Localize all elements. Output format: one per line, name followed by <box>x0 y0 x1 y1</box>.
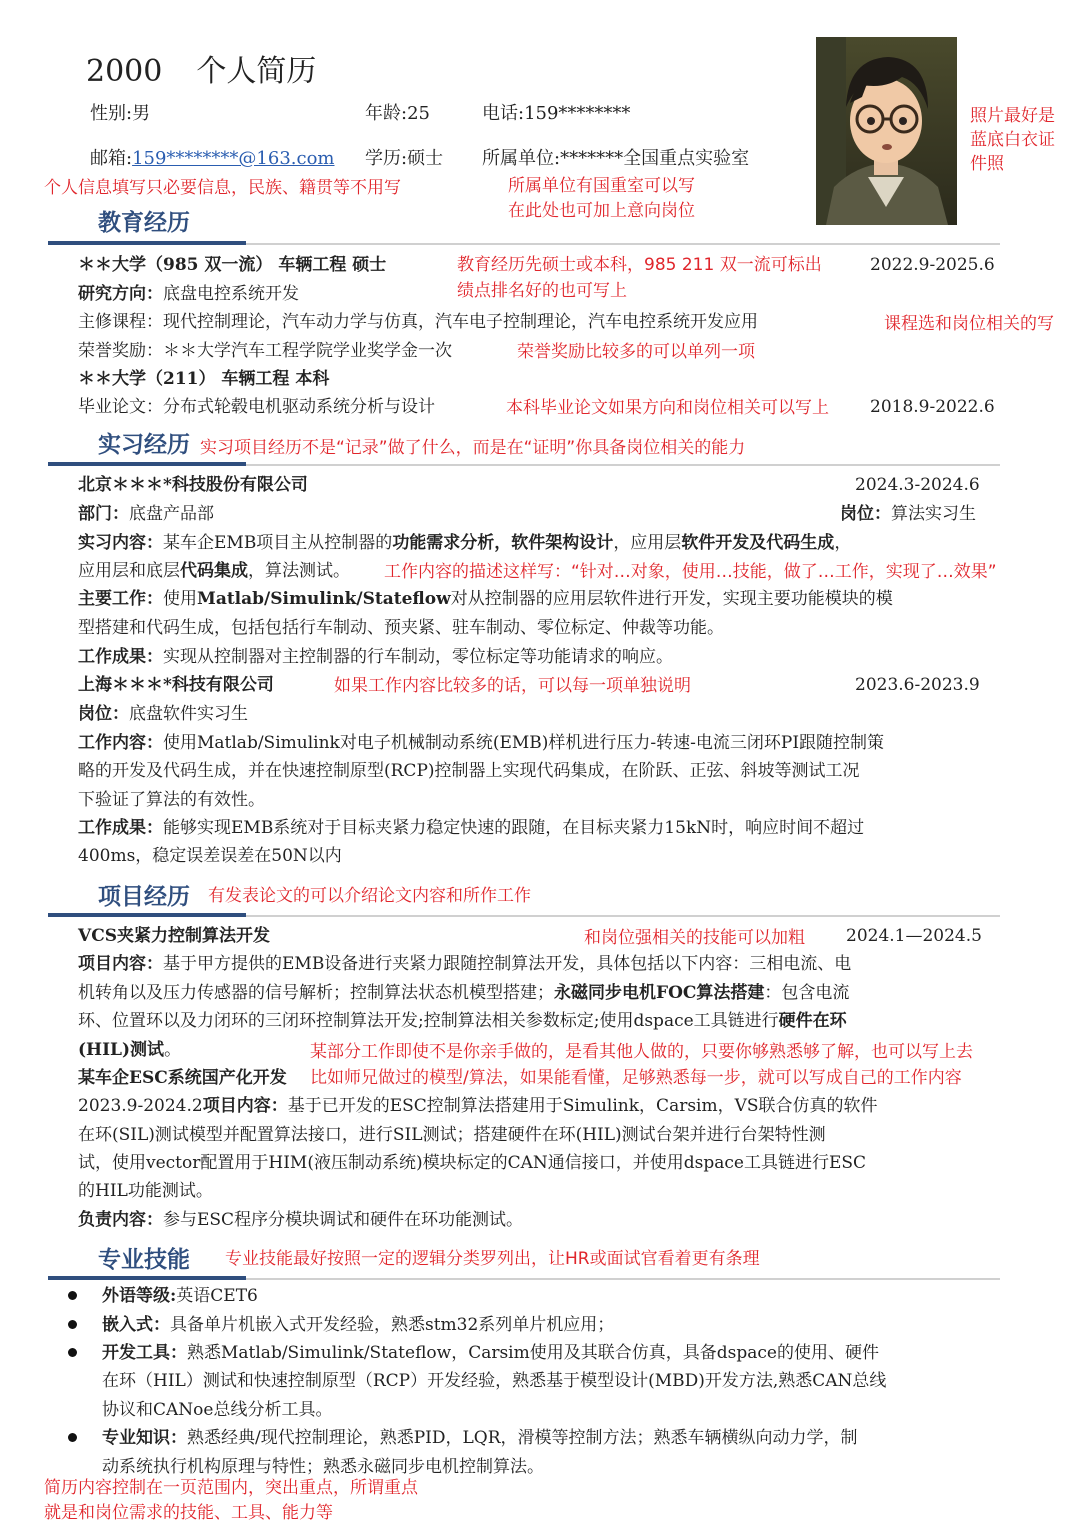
skill-label: 开发工具： <box>102 1343 187 1363</box>
avatar-illustration <box>816 37 957 225</box>
bold-annotation: 和岗位强相关的技能可以加粗 <box>584 928 805 948</box>
honors: 荣誉奖励：＊＊大学汽车工程学院学业奖学金一次 <box>78 341 452 361</box>
department <box>78 500 214 528</box>
photo-annotation: 照片最好是 蓝底白衣证 件照 <box>970 106 1055 174</box>
own-annotation-1: 某部分工作即使不是你亲手做的，是看其他人做的，只要你够熟悉够了解，也可以写上去 <box>310 1042 973 1062</box>
post2-value: 底盘软件实习生 <box>129 704 248 724</box>
info-annotation: 个人信息填写只必要信息，民族、籍贯等不用写 <box>44 178 401 198</box>
result-label: 工作成果： <box>78 647 163 667</box>
email-field <box>90 145 335 173</box>
research-value: 底盘电控系统开发 <box>163 284 299 304</box>
own-annotation-2: 比如师兄做过的模型/算法，如果能看懂，足够熟悉每一步，就可以写成自己的工作内容 <box>310 1068 962 1088</box>
main-work-line2: 型搭建和代码生成，包括包括行车制动、预夹紧、驻车制动、零位标定、仲裁等功能。 <box>78 618 724 638</box>
resume-title <box>86 52 316 92</box>
degree-field: 学历:硕士 <box>365 148 444 169</box>
position2 <box>78 700 248 728</box>
position <box>840 500 976 528</box>
skill-value: 具备单片机嵌入式开发经验，熟悉stm32系列单片机应用； <box>170 1315 615 1335</box>
p1-line3 <box>78 1007 847 1035</box>
section-title-skills: 专业技能 <box>98 1247 190 1273</box>
thesis: 毕业论文：分布式轮毂电机驱动系统分析与设计 <box>78 397 435 417</box>
content-text: 某车企EMB项目主从控制器的 <box>163 533 393 553</box>
skill-label: 外语等级: <box>102 1286 177 1306</box>
master-school: ＊＊大学（985 双一流） 车辆工程 硕士 <box>78 255 387 275</box>
skill-tools-line1 <box>102 1339 879 1367</box>
result-value: 实现从控制器对主控制器的行车制动，零位标定等功能请求的响应。 <box>163 647 673 667</box>
p2-line3: 试，使用vector配置用于HIM(液压制动系统)模块标定的CAN通信接口，并使用dspace工具链进行ESC <box>78 1153 867 1173</box>
p1-line4 <box>78 1036 181 1064</box>
result2-label: 工作成果： <box>78 818 163 838</box>
title-year: 2000 <box>86 54 163 89</box>
p1-line1 <box>78 950 851 978</box>
p1-line2 <box>78 979 849 1007</box>
org-field: 所属单位:*******全国重点实验室 <box>482 148 750 169</box>
skill-knowledge-line1 <box>102 1424 858 1452</box>
skill-embedded <box>102 1311 614 1339</box>
skill-tools-line3: 协议和CANoe总线分析工具。 <box>102 1400 333 1420</box>
p2-line2: 在环(SIL)测试模型并配置算法接口，进行SIL测试；搭建硬件在环(HIL)测试台架并进行台架特性测 <box>78 1125 826 1145</box>
result1 <box>78 643 673 671</box>
org-annotation: 所属单位有国重室可以写 在此处也可加上意向岗位 <box>508 176 695 221</box>
section-divider-accent <box>48 913 246 917</box>
dept-label: 部门： <box>78 504 129 524</box>
research-direction <box>78 280 299 308</box>
dept-value: 底盘产品部 <box>129 504 214 524</box>
content-bold: 功能需求分析，软件架构设计 <box>392 533 614 553</box>
email-label: 邮箱: <box>90 148 133 169</box>
p1-text: 机转角以及压力传感器的信号解析；控制算法状态机模型搭建； <box>78 983 554 1003</box>
master-date: 2022.9-2025.6 <box>870 255 995 275</box>
section-title-projects: 项目经历 <box>98 884 190 910</box>
work2-text: 使用Matlab/Simulink对电子机械制动系统(EMB)样机进行压力-转速-电流三闭环PI跟随控制策 <box>163 733 885 753</box>
result2-line1 <box>78 814 864 842</box>
section-title-internship: 实习经历 <box>98 432 190 458</box>
bachelor-date: 2018.9-2022.6 <box>870 397 995 417</box>
company1-date: 2024.3-2024.6 <box>855 475 980 495</box>
p1-date: 2024.1—2024.5 <box>846 926 982 946</box>
final-annotation-2: 就是和岗位需求的技能、工具、能力等 <box>44 1503 333 1523</box>
bachelor-school: ＊＊大学（211） 车辆工程 本科 <box>78 369 330 389</box>
skill-label: 专业知识： <box>102 1428 187 1448</box>
gender-field: 性别:男 <box>90 103 151 124</box>
main-label: 主要工作： <box>78 589 163 609</box>
work2-line2: 略的开发及代码生成，并在快速控制原型(RCP)控制器上实现代码集成，在阶跃、正弦、斜坡等测试工况 <box>78 761 860 781</box>
skill-value: 英语CET6 <box>176 1286 258 1306</box>
p2-label: 项目内容： <box>202 1096 288 1116</box>
project-annotation: 有发表论文的可以介绍论文内容和所作工作 <box>208 886 531 906</box>
p2-resp-value: 参与ESC程序分模块调试和硬件在环功能测试。 <box>163 1210 524 1230</box>
post-value: 算法实习生 <box>891 504 976 524</box>
p2-date: 2023.9-2024.2 <box>78 1096 203 1116</box>
intern-annotation: 实习项目经历不是“记录”做了什么，而是在“证明”你具备岗位相关的能力 <box>200 438 746 458</box>
skill-tools-line2: 在环（HIL）测试和快速控制原型（RCP）开发经验，熟悉基于模型设计(MBD)开发方法,熟悉CAN总线 <box>102 1371 887 1391</box>
age-field: 年龄:25 <box>365 103 430 124</box>
p1-text: 环、位置环以及力闭环的三闭环控制算法开发;控制算法相关参数标定;使用dspace工具链进行 <box>78 1011 779 1031</box>
p2-line4: 的HIL功能测试。 <box>78 1181 213 1201</box>
title-text: 个人简历 <box>196 54 317 89</box>
p2-responsibility <box>78 1206 523 1234</box>
section-divider-accent <box>48 241 246 245</box>
result2-line2: 400ms，稳定误差误差在50N以内 <box>78 846 342 866</box>
work2-line1 <box>78 729 884 757</box>
thesis-annotation: 本科毕业论文如果方向和岗位相关可以写上 <box>506 398 829 418</box>
main-tool: Matlab/Simulink/Stateflow <box>197 589 451 609</box>
section-title-education: 教育经历 <box>98 210 190 236</box>
result2-text: 能够实现EMB系统对于目标夹紧力稳定快速的跟随，在目标夹紧力15kN时，响应时间不超过 <box>163 818 865 838</box>
p1-bold: 永磁同步电机FOC算法搭建 <box>554 983 765 1003</box>
skill-value: 熟悉经典/现代控制理论，熟悉PID，LQR，滑模等控制方法；熟悉车辆横纵向动力学，制 <box>187 1428 858 1448</box>
p1-text: ：包含电流 <box>764 983 850 1003</box>
company2-name: 上海＊＊＊*科技有限公司 <box>78 675 274 695</box>
p1-bold: (HIL)测试 <box>78 1040 165 1060</box>
p1-text: 基于甲方提供的EMB设备进行夹紧力跟随控制算法开发，具体包括以下内容：三相电流、电 <box>163 954 852 974</box>
content-text: 应用层和底层 <box>78 561 180 581</box>
courses: 主修课程：现代控制理论，汽车动力学与仿真，汽车电子控制理论，汽车电控系统开发应用 <box>78 312 758 332</box>
bullet-icon <box>68 1433 77 1442</box>
edu-annotation: 教育经历先硕士或本科，985 211 双一流可标出 绩点排名好的也可写上 <box>457 255 822 301</box>
desc-annotation: 工作内容的描述这样写：“针对…对象，使用…技能，做了…工作，实现了…效果” <box>384 562 997 582</box>
content-bold: 软件开发及代码生成 <box>681 533 835 553</box>
main-text: 使用 <box>163 589 197 609</box>
section-divider-accent <box>48 462 246 466</box>
bullet-icon <box>68 1320 77 1329</box>
p2-title: 某车企ESC系统国产化开发 <box>78 1068 287 1088</box>
content-label: 实习内容： <box>78 533 163 553</box>
post-label: 岗位： <box>840 504 891 524</box>
intern-content-line1 <box>78 529 851 557</box>
honor-annotation: 荣誉奖励比较多的可以单列一项 <box>517 342 755 362</box>
bullet-icon <box>68 1291 77 1300</box>
company2-date: 2023.6-2023.9 <box>855 675 980 695</box>
main-work-line1 <box>78 585 893 613</box>
work2-line3: 下验证了算法的有效性。 <box>78 790 265 810</box>
skill-knowledge-line2: 动系统执行机构原理与特性；熟悉永磁同步电机控制算法。 <box>102 1457 544 1477</box>
bullet-icon <box>68 1348 77 1357</box>
section-divider-accent <box>48 1276 246 1280</box>
phone-field: 电话:159******** <box>482 103 631 124</box>
skill-label: 嵌入式： <box>102 1315 170 1335</box>
content-text: ，应用层 <box>613 533 682 553</box>
intern-content-line2 <box>78 557 350 585</box>
p1-bold: 硬件在环 <box>778 1011 847 1031</box>
p2-resp-label: 负责内容： <box>78 1210 163 1230</box>
content-text: ，算法测试。 <box>248 561 350 581</box>
skill-language <box>102 1282 258 1310</box>
content-bold: 代码集成 <box>180 561 248 581</box>
main-text: 对从控制器的应用层软件进行开发，实现主要功能模块的模 <box>450 589 893 609</box>
p2-line1 <box>78 1092 878 1120</box>
skill-value: 熟悉Matlab/Simulink/Stateflow，Carsim使用及其联合仿真，具备dspace的使用、硬件 <box>187 1343 879 1363</box>
profile-photo <box>816 37 957 225</box>
p2-text: 基于已开发的ESC控制算法搭建用于Simulink，Carsim，VS联合仿真的软件 <box>287 1096 878 1116</box>
research-label: 研究方向： <box>78 284 163 304</box>
content-text: ， <box>834 533 852 553</box>
course-annotation: 课程选和岗位相关的写 <box>884 314 1054 334</box>
company1-name: 北京＊＊＊*科技股份有限公司 <box>78 475 308 495</box>
skills-annotation: 专业技能最好按照一定的逻辑分类罗列出，让HR或面试官看着更有条理 <box>225 1249 760 1269</box>
email-link[interactable]: 159********@163.com <box>132 148 335 169</box>
p1-title: VCS夹紧力控制算法开发 <box>78 926 270 946</box>
work2-label: 工作内容： <box>78 733 163 753</box>
p1-text: 。 <box>164 1040 182 1060</box>
final-annotation-1: 简历内容控制在一页范围内，突出重点，所谓重点 <box>44 1478 418 1498</box>
p1-label: 项目内容： <box>78 954 163 974</box>
multi-annotation: 如果工作内容比较多的话，可以每一项单独说明 <box>334 676 691 696</box>
post2-label: 岗位： <box>78 704 129 724</box>
